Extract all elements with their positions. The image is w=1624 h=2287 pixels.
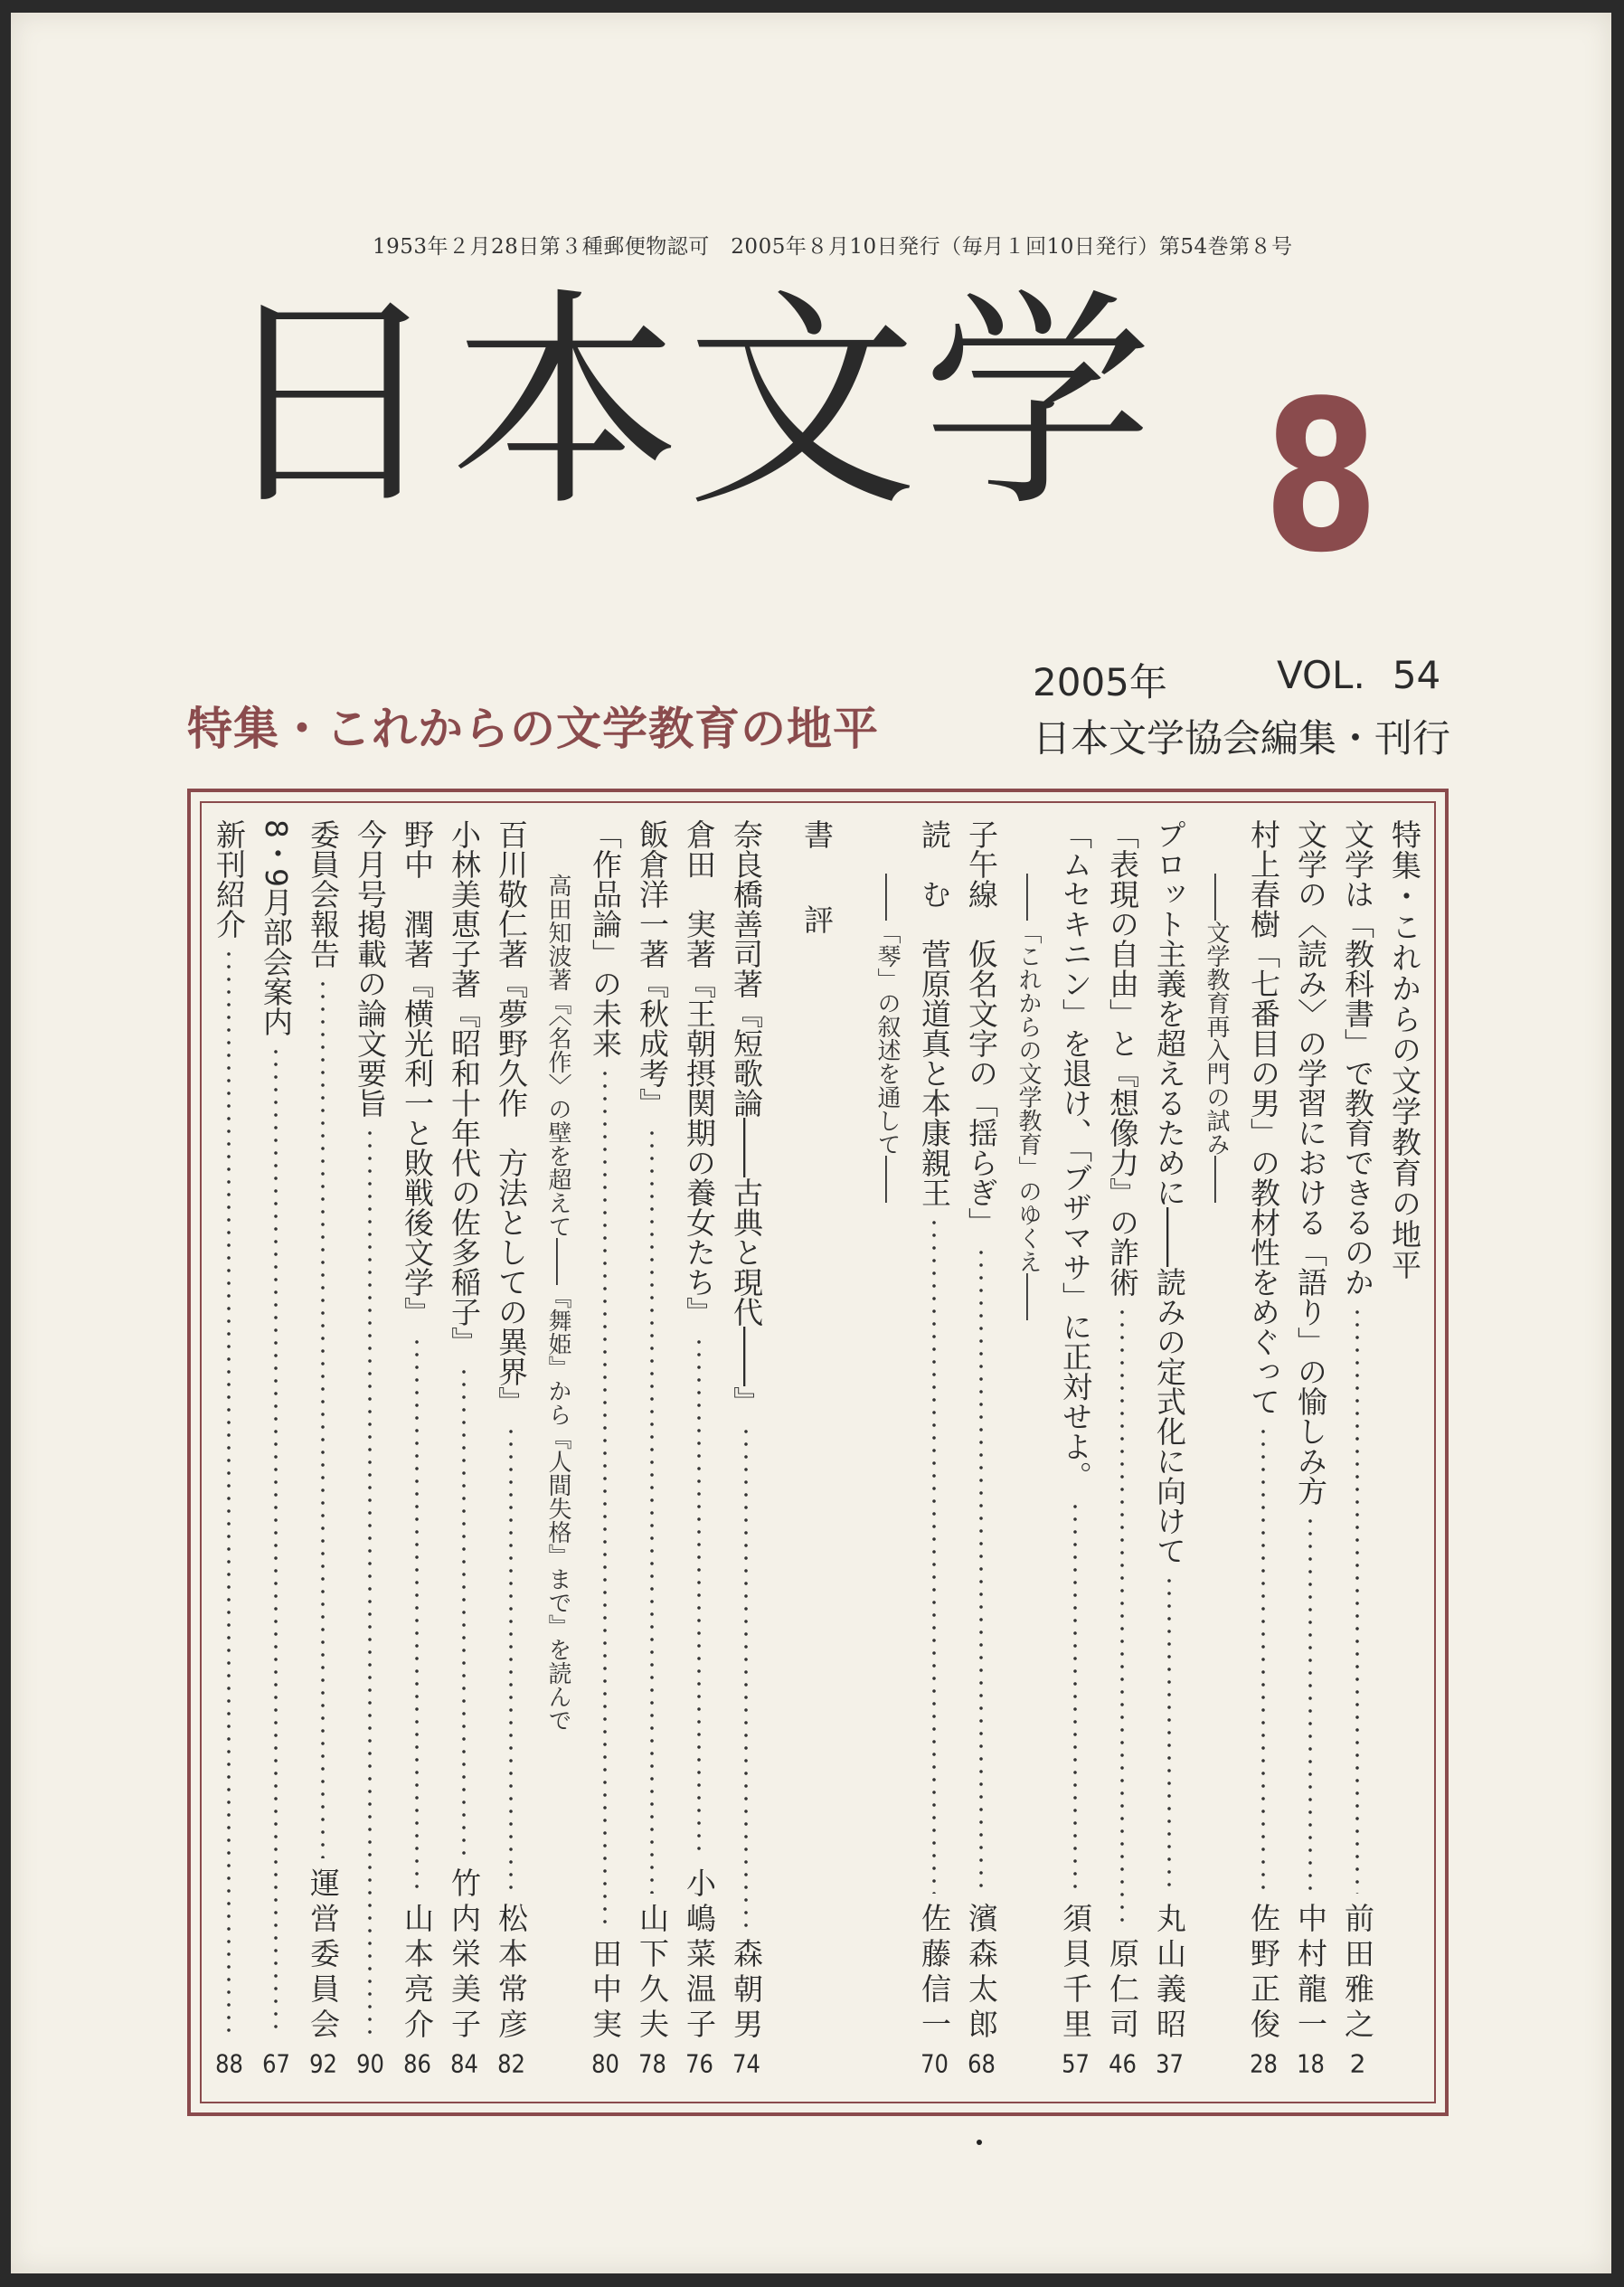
magazine-title: 日本文学: [214, 269, 1159, 538]
leader-dots: [487, 1425, 534, 1894]
toc-entry-title: 文学は「教科書」で教育できるのか: [1340, 819, 1375, 1297]
leader-dots: [346, 1127, 393, 2035]
toc-gap: [840, 819, 864, 2076]
toc-entry[interactable]: [1052, 819, 1099, 2076]
toc-entry-author: 前田雅之: [1340, 1903, 1375, 2044]
issue-year: 2005年: [1033, 660, 1167, 704]
toc-misc[interactable]: [252, 819, 299, 2076]
toc-misc[interactable]: [299, 819, 346, 2076]
toc-review-page: 86: [403, 2051, 431, 2076]
toc-misc-title: 今月号掲載の論文要旨: [353, 819, 388, 1118]
toc-misc-title: 新刊紹介: [212, 819, 247, 939]
toc-subtitle-text: ――「琴」の叙述を通して――: [873, 874, 901, 1203]
toc-review-subtitle: [534, 819, 581, 2076]
publisher: 日本文学協会編集・刊行: [1033, 716, 1451, 761]
toc-review-title: 小林美恵子著『昭和十年代の佐多稲子』: [447, 819, 482, 1356]
toc-review[interactable]: [581, 819, 628, 2076]
toc-review-author: 小嶋菜温子: [682, 1867, 717, 2044]
leader-dots: [1146, 1574, 1193, 1894]
toc-misc[interactable]: [205, 819, 252, 2076]
toc-review-title: 「作品論」の未来: [588, 819, 623, 1058]
toc-review-author: 松本常彦: [494, 1903, 529, 2044]
toc-misc-author: 運営委員会: [306, 1867, 341, 2044]
toc-review-page: 76: [685, 2051, 713, 2076]
leader-dots: [1099, 1306, 1146, 1929]
toc-entry-author: 中村龍一: [1293, 1903, 1328, 2044]
toc-feature-header: [1381, 819, 1428, 2076]
toc-misc-title: 委員会報告: [306, 819, 341, 969]
toc-feature-header-text: 特集・これからの文学教育の地平: [1387, 819, 1422, 1281]
leader-dots: [958, 1246, 1005, 1894]
magazine-cover: [11, 13, 1611, 2273]
toc-review-title: 奈良橋善司著『短歌論――古典と現代――』: [729, 819, 764, 1416]
leader-dots: [299, 978, 346, 1858]
toc-entry-author: 佐藤信一: [917, 1903, 952, 2044]
issue-number: 8: [1263, 357, 1380, 599]
leader-dots: [911, 1216, 958, 1894]
toc-entry-page: 37: [1156, 2051, 1184, 2076]
table-of-contents: [212, 819, 1428, 2076]
toc-review[interactable]: [393, 819, 440, 2076]
toc-entry-page: 68: [968, 2051, 996, 2076]
volume-label: [1277, 653, 1440, 697]
toc-review-page: 78: [638, 2051, 666, 2076]
leader-dots: [252, 1045, 299, 2035]
toc-entry-author: 須貝千里: [1058, 1903, 1093, 2044]
toc-entry-title: 村上春樹「七番目の男」の教材性をめぐって: [1246, 819, 1281, 1416]
toc-review-page: 74: [732, 2051, 760, 2076]
volume-prefix: VOL.: [1277, 653, 1365, 697]
toc-entry-page: 28: [1250, 2051, 1278, 2076]
toc-review[interactable]: [440, 819, 487, 2076]
toc-review-author: 田中実: [588, 1938, 623, 2044]
toc-review-page: 84: [450, 2051, 478, 2076]
feature-title: 特集・これからの文学教育の地平: [187, 703, 879, 755]
volume-number: 54: [1392, 653, 1441, 697]
toc-review-author: 山本亮介: [400, 1903, 435, 2044]
leader-dots: [581, 1067, 628, 1929]
toc-review-author: 竹内栄美子: [447, 1867, 482, 2044]
toc-review-title: 野中 潤著『横光利一と敗戦後文学』: [400, 819, 435, 1327]
toc-subtitle-text: ――文学教育再入門の試み――: [1203, 874, 1230, 1203]
toc-entry-title: 子午線 仮名文字の「揺らぎ」: [964, 819, 999, 1237]
toc-entry-author: 濱森太郎: [964, 1903, 999, 2044]
toc-entry-title: 文学の〈読み〉の学習における「語り」の愉しみ方: [1293, 819, 1328, 1506]
toc-entry-subtitle: [1005, 819, 1052, 2076]
toc-review-page: 82: [497, 2051, 525, 2076]
toc-entry-author: 佐野正俊: [1246, 1903, 1281, 2044]
toc-entry-title: 「表現の自由」と『想像力』の詐術: [1105, 819, 1140, 1297]
toc-entry-title: 「ムセキニン」を退け、「ブザマサ」に正対せよ。: [1058, 819, 1093, 1491]
toc-entry-title: 読 む 菅原道真と本康親王: [917, 819, 952, 1207]
toc-entry-title: プロット主義を超えるために――読みの定式化に向けて: [1152, 819, 1187, 1565]
toc-review-author: 山下久夫: [635, 1903, 670, 2044]
postal-notice: 1953年２月28日第３種郵便物認可 2005年８月10日発行（毎月１回10日発行）第54巻第８号: [373, 235, 1293, 259]
toc-review-title: 倉田 実著『王朝摂関期の養女たち』: [682, 819, 717, 1327]
toc-entry[interactable]: [911, 819, 958, 2076]
toc-misc-page: 92: [309, 2051, 337, 2076]
toc-review[interactable]: [722, 819, 770, 2076]
toc-review-author: 森朝男: [729, 1938, 764, 2044]
toc-entry-author: 丸山義昭: [1152, 1903, 1187, 2044]
toc-entry-page: 18: [1297, 2051, 1325, 2076]
toc-entry[interactable]: [1287, 819, 1334, 2076]
toc-misc-page: 90: [356, 2051, 384, 2076]
leader-dots: [1334, 1306, 1381, 1894]
toc-review-title: 百川敬仁著『夢野久作 方法としての異界』: [494, 819, 529, 1416]
toc-review-page: 80: [591, 2051, 619, 2076]
leader-dots: [393, 1336, 440, 1894]
toc-subtitle-text: ――「これからの文学教育」のゆくえ――: [1015, 874, 1042, 1320]
toc-review-header: [793, 819, 840, 2076]
toc-entry[interactable]: [1099, 819, 1146, 2076]
toc-misc-page: 88: [215, 2051, 243, 2076]
leader-dots: [440, 1366, 487, 1858]
toc-misc-page: 67: [262, 2051, 290, 2076]
toc-entry[interactable]: [1240, 819, 1287, 2076]
leader-dots: [1240, 1425, 1287, 1894]
toc-review-title: 飯倉洋一著『秋成考』: [635, 819, 670, 1118]
toc-entry-page: 2: [1349, 2051, 1366, 2076]
leader-dots: [205, 948, 252, 2035]
toc-entry[interactable]: [958, 819, 1005, 2076]
toc-entry-page: 70: [921, 2051, 949, 2076]
toc-entry-page: 57: [1062, 2051, 1090, 2076]
leader-dots: [1287, 1515, 1334, 1894]
print-speck: [977, 2140, 982, 2145]
toc-misc-title: 8・9月部会案内: [259, 819, 294, 1036]
toc-entry[interactable]: [1334, 819, 1381, 2076]
toc-entry-subtitle: [864, 819, 911, 2076]
toc-review[interactable]: [628, 819, 675, 2076]
toc-review[interactable]: [675, 819, 722, 2076]
leader-dots: [628, 1127, 675, 1894]
toc-review-header-text: 書 評: [799, 819, 835, 947]
toc-entry[interactable]: [1146, 819, 1193, 2076]
toc-gap: [770, 819, 793, 2076]
leader-dots: [1052, 1500, 1099, 1895]
leader-dots: [675, 1336, 722, 1858]
toc-entry-subtitle: [1193, 819, 1240, 2076]
table-of-contents-frame: [187, 789, 1449, 2116]
toc-entry-author: 原仁司: [1105, 1938, 1140, 2044]
leader-dots: [722, 1425, 770, 1929]
toc-entry-page: 46: [1109, 2051, 1137, 2076]
toc-review[interactable]: [487, 819, 534, 2076]
toc-misc[interactable]: [346, 819, 393, 2076]
toc-subtitle-text: 高田知波著『〈名作〉の壁を超えて――『舞姫』から『人間失格』まで』を読んで: [544, 874, 571, 1732]
